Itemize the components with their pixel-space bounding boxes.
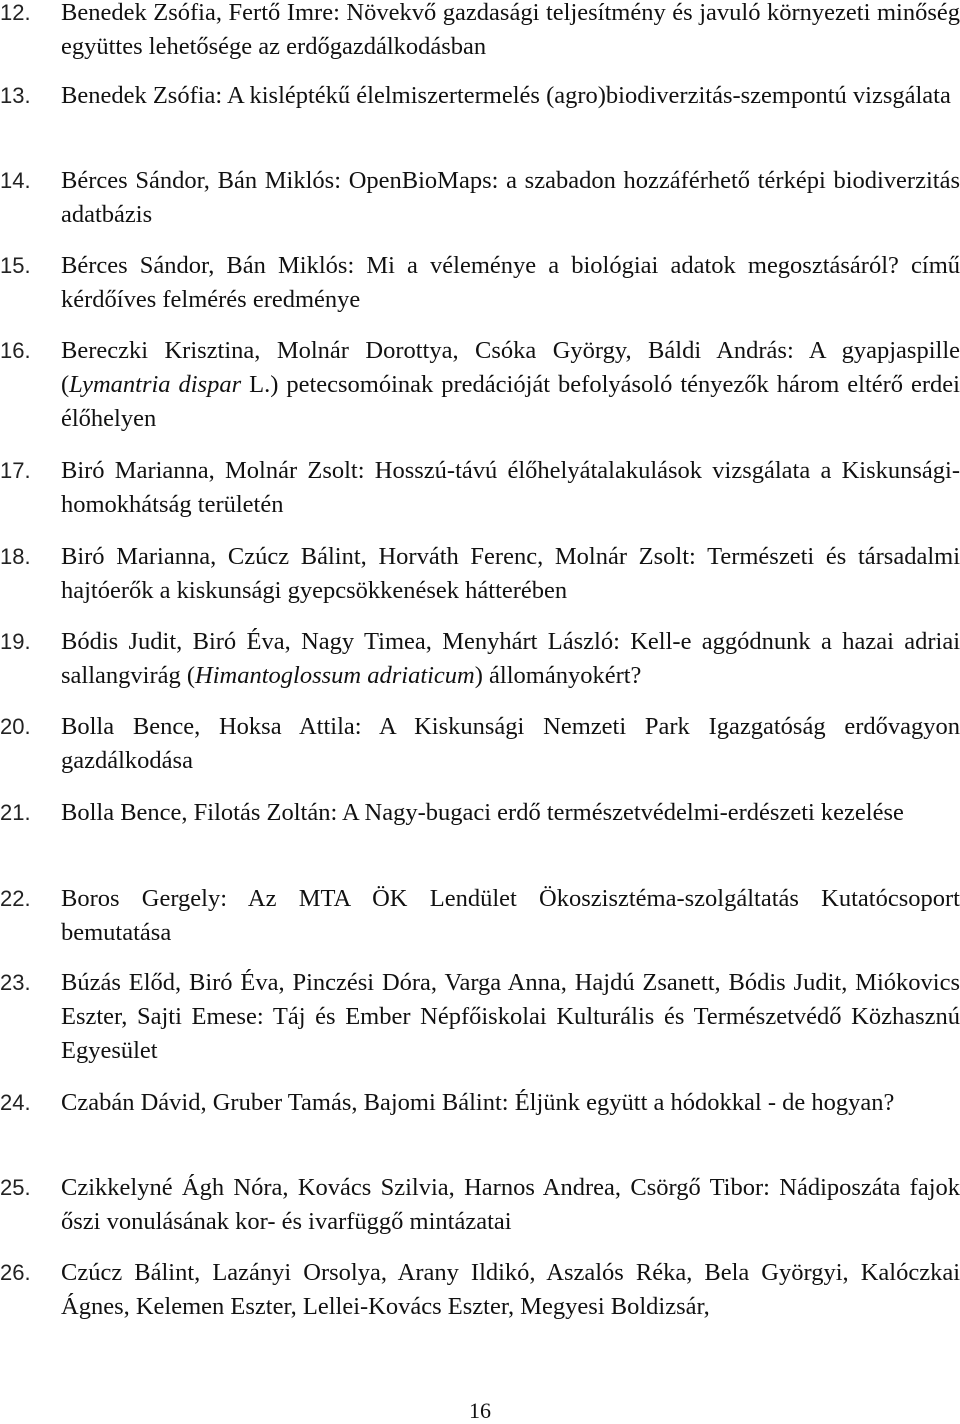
text-segment: Boros Gergely: Az MTA ÖK Lendület Ökoszisztéma-szolgáltatás Kutatócsoport bemutatása xyxy=(61,885,960,946)
item-text xyxy=(61,334,960,436)
list-item xyxy=(0,79,960,113)
text-segment: Biró Marianna, Czúcz Bálint, Horváth Ferenc, Molnár Zsolt: Természeti és társadalmi hajtóerők a kiskunsági gyepcsökkenések hátterében xyxy=(61,543,960,604)
list-item xyxy=(0,1171,960,1239)
item-number: 19. xyxy=(0,629,31,654)
item-number: 15. xyxy=(0,253,31,278)
item-number: 12. xyxy=(0,0,31,25)
item-number: 25. xyxy=(0,1175,31,1200)
item-text xyxy=(61,966,960,1068)
item-number: 14. xyxy=(0,168,31,193)
text-segment: Bolla Bence, Filotás Zoltán: A Nagy-bugaci erdő természetvédelmi-erdészeti kezelése xyxy=(61,799,904,826)
item-number: 21. xyxy=(0,800,31,825)
text-segment: L.) petecsomóinak predációját befolyásoló tényezők három eltérő erdei élőhelyen xyxy=(61,371,960,432)
list-item xyxy=(0,966,960,1068)
item-number: 24. xyxy=(0,1090,31,1115)
item-number: 22. xyxy=(0,886,31,911)
text-segment: Bérces Sándor, Bán Miklós: Mi a véleménye a biológiai adatok megosztásáról? című kérdőíves felmérés eredménye xyxy=(61,252,960,313)
item-number: 16. xyxy=(0,338,31,363)
item-text xyxy=(61,710,960,778)
list-item xyxy=(0,796,960,830)
item-text xyxy=(61,79,960,113)
item-number: 23. xyxy=(0,970,31,995)
text-segment: Bódis Judit, Biró Éva, Nagy Timea, Menyhárt László: Kell-e aggódnunk a hazai adriai sallangvirág ( xyxy=(61,628,960,689)
item-number: 13. xyxy=(0,83,31,108)
text-segment: Búzás Előd, Biró Éva, Pinczési Dóra, Varga Anna, Hajdú Zsanett, Bódis Judit, Miókovics Eszter, Sajti Emese: Táj és Ember Népfőiskolai Kulturális és Természetvédő Közhasznú Egyesület xyxy=(61,969,960,1064)
list-item xyxy=(0,1086,960,1120)
text-segment: Benedek Zsófia: A kisléptékű élelmiszertermelés (agro)biodiverzitás-szempontú vizsgálata xyxy=(61,82,951,109)
item-text xyxy=(61,454,960,522)
text-segment: Bérces Sándor, Bán Miklós: OpenBioMaps: a szabadon hozzáférhető térképi biodiverzitás adatbázis xyxy=(61,167,960,228)
text-segment: Bolla Bence, Hoksa Attila: A Kiskunsági Nemzeti Park Igazgatóság erdővagyon gazdálkodása xyxy=(61,713,960,774)
item-text xyxy=(61,796,960,830)
text-segment: Czikkelyné Ágh Nóra, Kovács Szilvia, Harnos Andrea, Csörgő Tibor: Nádiposzáta fajok őszi vonulásának kor- és ivarfüggő mintázatai xyxy=(61,1174,960,1235)
item-number: 20. xyxy=(0,714,31,739)
list-item xyxy=(0,625,960,693)
species-name: Himantoglossum adriaticum xyxy=(195,662,475,689)
item-text xyxy=(61,249,960,317)
item-text xyxy=(61,1171,960,1239)
item-text xyxy=(61,540,960,608)
text-segment: ) állományokért? xyxy=(474,662,642,689)
text-segment: Czabán Dávid, Gruber Tamás, Bajomi Bálint: Éljünk együtt a hódokkal - de hogyan? xyxy=(61,1089,895,1116)
item-number: 18. xyxy=(0,544,31,569)
list-item xyxy=(0,334,960,436)
species-name: Lymantria dispar xyxy=(69,371,242,398)
list-item xyxy=(0,0,960,64)
item-text xyxy=(61,625,960,693)
item-text xyxy=(61,0,960,64)
list-item xyxy=(0,454,960,522)
list-item xyxy=(0,710,960,778)
list-item xyxy=(0,882,960,950)
page-number: 16 xyxy=(469,1398,491,1423)
list-item xyxy=(0,164,960,232)
item-text xyxy=(61,164,960,232)
text-segment: Czúcz Bálint, Lazányi Orsolya, Arany Ildikó, Aszalós Réka, Bela Györgyi, Kalóczkai Ágnes, Kelemen Eszter, Lellei-Kovács Eszter, Megyesi Boldizsár, xyxy=(61,1259,960,1320)
text-segment: Benedek Zsófia, Fertő Imre: Növekvő gazdasági teljesítmény és javuló környezeti minőség együttes lehetősége az erdőgazdálkodásban xyxy=(61,0,960,60)
item-text xyxy=(61,1256,960,1324)
list-item xyxy=(0,249,960,317)
list-item xyxy=(0,1256,960,1324)
item-number: 26. xyxy=(0,1260,31,1285)
item-text xyxy=(61,1086,960,1120)
item-text xyxy=(61,882,960,950)
text-segment: Biró Marianna, Molnár Zsolt: Hosszú-távú élőhelyátalakulások vizsgálata a Kiskunsági-homokhátság területén xyxy=(61,457,960,518)
item-number: 17. xyxy=(0,458,31,483)
list-item xyxy=(0,540,960,608)
text-segment: Bereczki Krisztina, Molnár Dorottya, Csóka György, Báldi András: A gyapjaspille ( xyxy=(61,337,960,398)
